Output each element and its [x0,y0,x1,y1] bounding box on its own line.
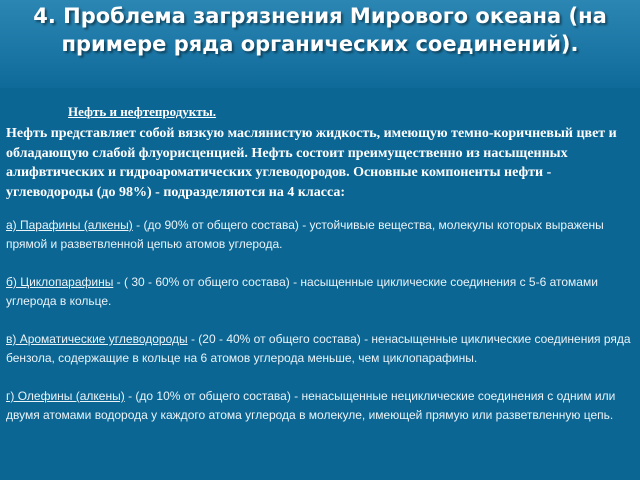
slide-content [6,104,634,425]
item-text: - ( 30 - 60% от общего состава) - насыщенные циклические соединения с 5-6 атомами углерода в кольце. [6,275,598,308]
item-term: г) Олефины (алкены) [6,389,125,403]
list-item-aromatic-hydrocarbons [6,330,634,368]
item-term: а) Парафины (алкены) [6,218,133,232]
intro-paragraph: Нефть представляет собой вязкую маслянистую жидкость, имеющую темно-коричневый цвет и обладающую слабой флуорисценцией. Нефть состоит преимущественно из насыщенных алифвтических и гидроароматических углеводородов. Основные компоненты нефти - углеводороды (до 98%) - подразделяются на 4 класса: [6,126,617,200]
item-text: - (20 - 40% от общего состава) - ненасыщенные циклические соединения ряда бензола, содержащие в кольце на 6 атомов углерода меньше, чем циклопарафины. [6,332,631,365]
list-item-paraffins [6,216,634,254]
item-term: б) Циклопарафины [6,275,114,289]
item-text: - (до 90% от общего состава) - устойчивые вещества, молекулы которых выражены прямой и разветвленной цепью атомов углерода. [6,218,604,251]
list-item-cycloparaffins [6,273,634,311]
list-item-olefins [6,387,634,425]
item-term: в) Ароматические углеводороды [6,332,188,346]
section-subheading: Нефть и нефтепродукты. [68,104,217,119]
item-text: - (до 10% от общего состава) - ненасыщенные нециклические соединения с одним или двумя атомами водорода у каждого атома углерода в молекуле, имеющей прямую или разветвленную цепь. [6,389,616,422]
slide-title: 4. Проблема загрязнения Мирового океана (на примере ряда органических соединений). [33,4,607,56]
